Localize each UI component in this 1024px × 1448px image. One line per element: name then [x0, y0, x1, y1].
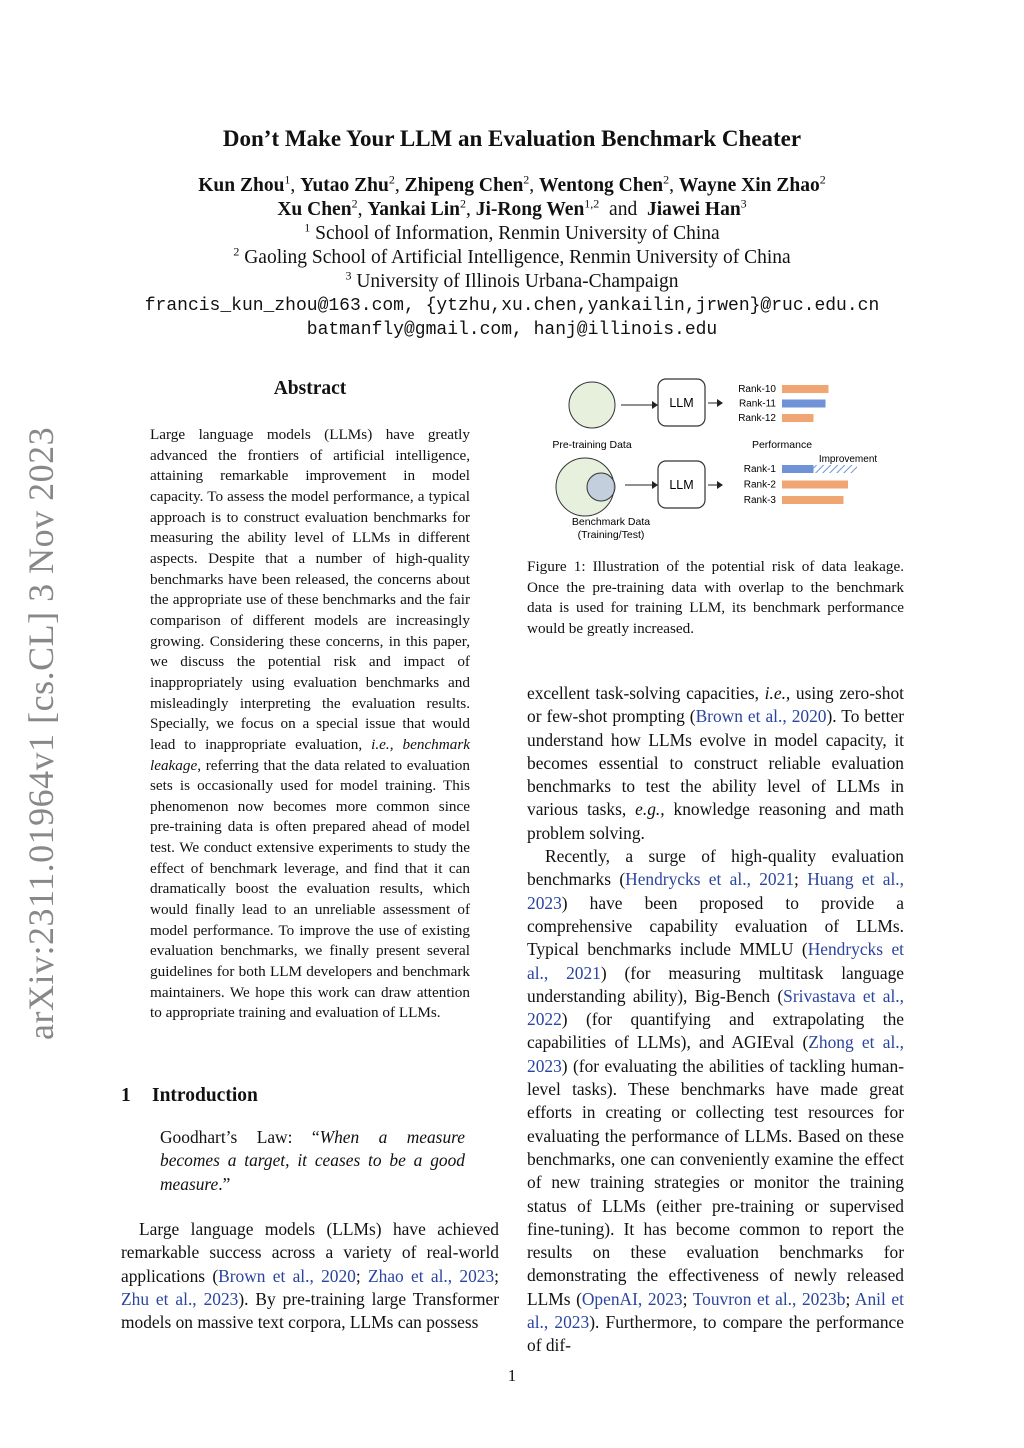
- page-number: 1: [507, 1366, 517, 1385]
- author-block: [0, 174, 1024, 342]
- performance-bar: [782, 414, 814, 422]
- author-name: Xu Chen: [277, 199, 352, 220]
- email-line-2: batmanfly@gmail.com, hanj@illinois.edu: [306, 320, 718, 340]
- performance-bar: [782, 400, 826, 408]
- citation-link[interactable]: Anil et al., 2023: [527, 1288, 904, 1333]
- author-name: Ji-Rong Wen: [475, 199, 585, 220]
- arrow-head: [652, 481, 658, 489]
- rank-label: Rank-11: [738, 398, 776, 410]
- arxiv-identifier: arXiv:2311.01964v1 [cs.CL] 3 Nov 2023: [21, 426, 61, 1040]
- abstract-text: Large language models (LLMs) have greatly advanced the frontiers of artificial intelligence, attaining remarkable improvement in model capacity. To assess the model performance, a typical approach is to construct evaluation benchmarks for measuring the ability level of LLMs in different aspects. Despite that a number of high-quality benchmarks have been released, the concerns about the appropriate use of these benchmarks and the fair comparison of different models are increasingly growing. Considering these concerns, in this paper, we discuss the potential risk and impact of inappropriately using evaluation benchmarks and misleadingly interpreting the evaluation results. Specially, we focus on a special issue that would lead to inappropriate evaluation, i.e., benchmark leakage, referring that the data related to evaluation sets is occasionally used for model training. This phenomenon now becomes more common since pre-training data is often prepared ahead of model test. We conduct extensive experiments to study the effect of benchmark leverage, and find that it can dramatically boost the evaluation results, which would finally lead to an unreliable assessment of model performance. To improve the use of existing evaluation benchmarks, we finally present several guidelines for both LLM developers and benchmark maintainers. We hope this work can draw attention to appropriate training and evaluation of LLMs.: [150, 426, 470, 1022]
- citation-link[interactable]: Brown et al., 2020: [218, 1265, 356, 1286]
- author-name: Wayne Xin Zhao: [678, 175, 820, 196]
- pretraining-label: Pre-training Data: [552, 439, 632, 451]
- author-and: and: [609, 199, 638, 220]
- llm-label: LLM: [669, 478, 694, 492]
- figure-1: [527, 372, 907, 547]
- author-affil: 2: [460, 196, 466, 211]
- author-affil: 2: [523, 172, 530, 187]
- rank-label: Rank-2: [743, 479, 776, 491]
- performance-bar: [782, 385, 829, 393]
- section-heading: 1 Introduction: [121, 1085, 258, 1106]
- performance-bar: [782, 496, 844, 504]
- citation-link[interactable]: Touvron et al., 2023b: [692, 1288, 846, 1309]
- author-name: Jiawei Han: [646, 199, 741, 220]
- arrow-head: [717, 399, 723, 407]
- citation-link[interactable]: Hendrycks et al., 2021: [625, 869, 795, 890]
- performance-label: Performance: [751, 439, 813, 451]
- author-affil: 1: [284, 172, 291, 187]
- author-name: Wentong Chen: [539, 175, 664, 196]
- email-line-1: francis_kun_zhou@163.com, {ytzhu,xu.chen,yankailin,jrwen}@ruc.edu.cn: [144, 296, 880, 316]
- benchmark-data-circle: [587, 473, 615, 501]
- benchmark-label-1: Benchmark Data: [571, 516, 651, 528]
- citation-link[interactable]: Zhong et al., 2023: [527, 1032, 904, 1076]
- intro-paragraphs-right: excellent task-solving capacities, i.e., using zero-shot or few-shot prompting (Brown et al., 2020). To better understand how LLMs evolve in model capacity, it becomes essential to construct reliable evaluation benchmarks to test the ability level of LLMs in various tasks, e.g., knowledge reasoning and math problem solving. Recently, a surge of high-quality evaluation benchmarks (Hendrycks et al., 2021; Huang et al., 2023) have been proposed to provide a comprehensive capability evaluation of LLMs. Typical benchmarks include MMLU (Hendrycks et al., 2021) (for measuring multitask language understanding ability), Big-Bench (Srivastava et al., 2022) (for quantifying and extrapolating the capabilities of LLMs), and AGIEval (Zhong et al., 2023) (for evaluating the abilities of tackling human-level tasks). These benchmarks have made great efforts in creating or collecting test resources for evaluating the performance of LLMs. Based on these benchmarks, one can conveniently examine the effect of new training strategies or monitor the training status of LLMs (either pre-training or supervised fine-tuning). It has become common to report the results on these evaluation benchmarks for demonstrating the effectiveness of newly released LLMs (OpenAI, 2023; Touvron et al., 2023b; Anil et al., 2023). Furthermore, to compare the performance of dif-: [527, 683, 904, 1356]
- paper-title: Don’t Make Your LLM an Evaluation Benchmark Cheater: [222, 126, 802, 151]
- citation-link[interactable]: Huang et al., 2023: [527, 869, 904, 913]
- author-name: Kun Zhou: [198, 175, 285, 196]
- author-name: Yankai Lin: [367, 199, 460, 220]
- arrow-head: [717, 481, 723, 489]
- benchmark-label-2: (Training/Test): [577, 529, 645, 541]
- performance-bar: [782, 465, 814, 473]
- rank-label: Rank-1: [743, 464, 776, 475]
- author-name: Zhipeng Chen: [404, 175, 524, 196]
- citation-link[interactable]: Srivastava et al., 2022: [527, 985, 904, 1030]
- citation-link[interactable]: Zhu et al., 2023: [121, 1288, 239, 1309]
- rank-label: Rank-3: [743, 495, 776, 506]
- author-line-1: Kun Zhou$^1$, Yutao Zhu$^2$, Zhipeng Chen$^2$, Wentong Chen$^2$, Wayne Xin Zhao$^2$: [198, 172, 826, 196]
- rank-label: Rank-12: [738, 413, 776, 424]
- author-affil: 2: [663, 172, 670, 187]
- affiliation-2: $^2$ Gaoling School of Artificial Intelligence, Renmin University of China: [233, 244, 791, 268]
- affiliation-1: $^1$ School of Information, Renmin University of China: [304, 220, 720, 244]
- figure-caption: Figure 1: Illustration of the potential risk of data leakage. Once the pre-training data with overlap to the benchmark data is used for training LLM, its benchmark performance would be greatly increased.: [527, 558, 904, 637]
- arrow-head: [652, 401, 658, 409]
- abstract-heading: Abstract: [273, 378, 347, 399]
- affiliation-3: $^3$ University of Illinois Urbana-Champaign: [345, 268, 679, 292]
- rank-label: Rank-10: [738, 384, 776, 395]
- goodhart-quote: Goodhart’s Law: “When a measure becomes a target, it ceases to be a good measure.”: [160, 1127, 465, 1194]
- author-affil: 2: [388, 172, 395, 187]
- citation-link[interactable]: OpenAI, 2023: [581, 1288, 683, 1309]
- author-affil: 3: [740, 196, 747, 211]
- citation-link[interactable]: Brown et al., 2020: [695, 706, 827, 727]
- performance-bar: [782, 481, 848, 489]
- llm-label: LLM: [669, 396, 694, 410]
- figure-diagram: [527, 372, 907, 547]
- improvement-bar: [814, 465, 858, 473]
- author-line-2: Xu Chen$^2$, Yankai Lin$^2$, Ji-Rong Wen$^{1,2}$ and Jiawei Han$^3$: [277, 196, 747, 220]
- author-name: Yutao Zhu: [300, 175, 389, 196]
- citation-link[interactable]: Zhao et al., 2023: [368, 1265, 495, 1286]
- author-affil: 2: [819, 172, 826, 187]
- improvement-label: Improvement: [818, 454, 878, 465]
- author-affil: 1,2: [584, 196, 600, 211]
- author-affil: 2: [351, 196, 358, 211]
- pretraining-data-circle: [569, 382, 615, 428]
- intro-paragraph-left: Large language models (LLMs) have achieved remarkable success across a variety of real-world applications (Brown et al., 2020; Zhao et al., 2023; Zhu et al., 2023). By pre-training large Transformer models on massive text corpora, LLMs can possess: [121, 1219, 499, 1333]
- citation-link[interactable]: Hendrycks et al., 2021: [527, 939, 904, 983]
